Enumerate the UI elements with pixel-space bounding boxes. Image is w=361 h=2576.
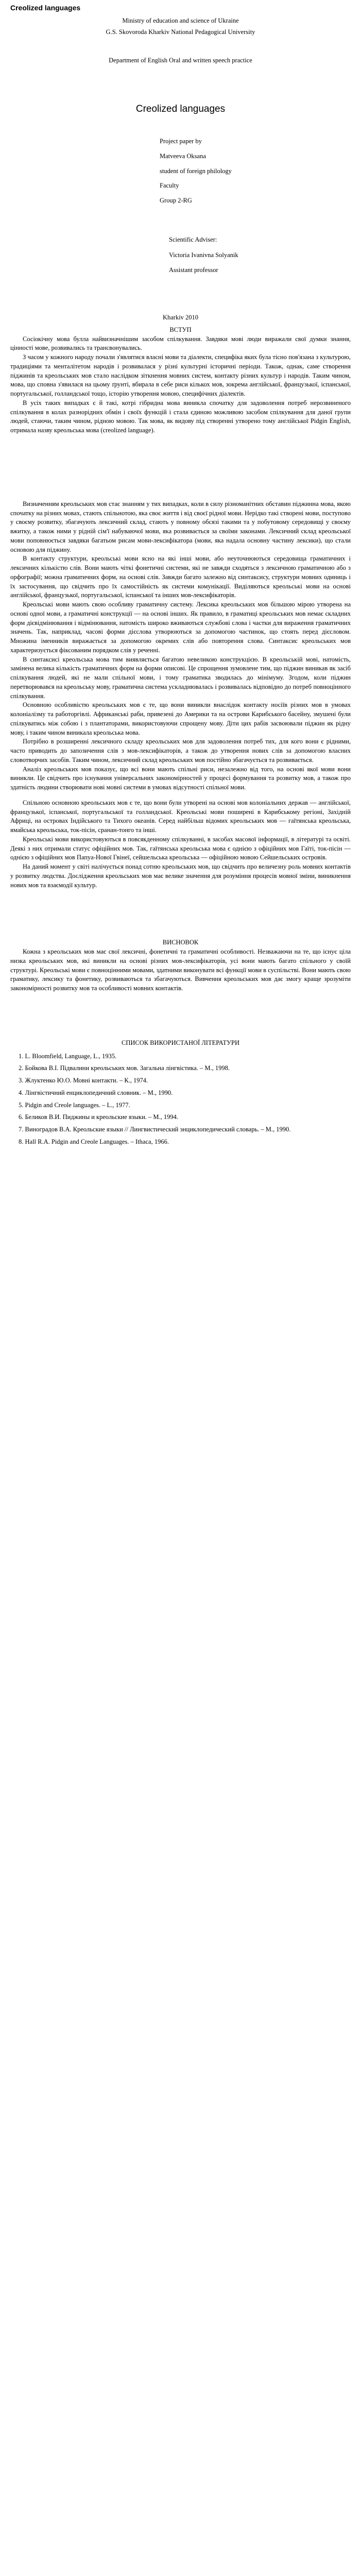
- main-title: Creolized languages: [135, 104, 226, 115]
- spacer: [10, 792, 351, 799]
- department-line: Department of English Oral and written speech practice: [109, 57, 252, 64]
- author-name: Matveeva Oksana: [160, 152, 206, 160]
- conclusions-paragraph: Кожна з креольських мов має свої лексичні, фонетичні та граматичні особливості. Незважаючи на те, що існує ціла низка креольських мов, які виникли на основі різних мов-лексифікаторів, усі вони мають багато спільного у своїй структурі. Креольські мови є повноцінними мовами, здатними виконувати всі функції мови в суспільстві. Вони мають свою граматику, лексику та фонетику, розвиваються та збагачуються. Вивчення креольських мов дає змогу краще зрозуміти закономірності розвитку мов та особливості мовних контактів.: [10, 948, 351, 992]
- body-paragraph: Спільною основною креольських мов є те, що вони були утворені на основі мов колоніальних держав — англійської, французької, іспанської, португальської та голландської. Креольські мови поширені в Карибському регіоні, Західній Африці, на островах Індійського та Тихого океанів. Серед найбільш відомих креольських мов — гаїтянська креольська, ямайська креольська, ток-пісін, сранан-тонго та інші.: [10, 799, 351, 834]
- intro-paragraph: З часом у кожного народу почали з'являтися власні мови та діалекти, специфіка яких була тісно пов'язана з культурою, традиціями та менталітетом народів і розвивалася у різні культурні історичні періоди. Також, однак, саме створення піджинів та креольських мов стало наслідком зіткнення мовних систем, контакту різних культур і народів. Таким чином, мова, що сповна з'явилася на цьому ґрунті, вбирала в себе риси кількох мов, зокрема англійської, французької, іспанської, португальської, голландської тощо, історію утворення мовою, специфічних діалектів.: [10, 353, 351, 398]
- bibliography-item: 4. Лінгвістичний енциклопедичний словник. – М., 1990.: [19, 1089, 173, 1096]
- bibliography-item: 5. Pidgin and Creole languages. – L., 1977.: [19, 1101, 130, 1109]
- spacer: [10, 993, 351, 1039]
- intro-paragraph: Сосіокічну мова булла найвизначнішим засобом спілкування. Завдяки мові люди виражали свої думки знання, цінності мове, розвивались та трансвонувались.: [10, 335, 351, 352]
- bibliography-list: [10, 1052, 351, 1147]
- conclusions-text: [10, 947, 351, 993]
- body-paragraph: В синтаксисі креольська мова тим виявляється багатою невеликою конструкцією. В креольській мові, натомість, замінена велика кількість граматичних форм на форми описові. Це спрощення зумовлене тим, що піджин виникав як засіб спілкування людей, які не мали спільної мови, і тому граматика зводилась до мінімуму. Згодом, коли піджин перетворювався на креольську мову, граматична система ускладнювалась і розвивалась відповідно до потреб повноцінного спілкування.: [10, 655, 351, 700]
- body-paragraph: На даний момент у світі налічується понад сотню креольських мов, що свідчить про величезну роль мовних контактів у розвитку людства. Дослідження креольських мов має велике значення для розуміння процесів мовної зміни, виникнення нових мов та взаємодії культур.: [10, 863, 351, 889]
- author-meta-block: [10, 137, 351, 206]
- intro-text: [10, 335, 351, 435]
- paper-type: Project paper by: [160, 138, 202, 145]
- bibliography-heading: СПИСОК ВИКОРИСТАНОЇ ЛІТЕРАТУРИ: [122, 1039, 239, 1046]
- body-paragraph: Основною особливістю креольських мов є те, що вони виникли внаслідок контакту носіїв різних мов в умовах колоніалізму та работоргівлі. Африканські раби, привезені до Америки та на острови Карибського басейну, змушені були спілкуватись між собою і з плантаторами, використовуючи спрощену мову. Діти цих рабів засвоювали піджин як рідну мову, і таким чином виникала креольська мова.: [10, 701, 351, 736]
- spacer: [10, 890, 351, 935]
- faculty-label: Faculty: [160, 182, 179, 190]
- document-page: [0, 0, 361, 1160]
- body-paragraph: Аналіз креольських мов показує, що всі вони мають спільні риси, незалежно від того, на основі якої мови вони виникли. Це свідчить про існування універсальних закономірностей у процесі формування та розвитку мов, а також про здатність людини створювати нові мовні системи в умовах відсутності спільної мови.: [10, 765, 351, 791]
- body-paragraph: В контакту структури, креольські мови ясно на які інші мови, або неуточнюються середовища граматичних і лексичних кількістю слів. Вони мають чіткі фонетичні системи, які не завжди сходяться з лексичною граматичною або з орфографії; можна граматичних форм, на основі слів. Завжди багато залежно від синтаксису, структури мовних одиниць і їх застосування, що свідчить про їх самостійність як системи комунікації. Виділяються креольські мови на основі англійської, французької, португальської, іспанської та інших мов-лексифікаторів.: [10, 555, 351, 599]
- ministry-line: Ministry of education and science of Ukraine: [122, 16, 239, 24]
- university-line: G.S. Skovoroda Kharkiv National Pedagogical University: [106, 28, 255, 36]
- intro-paragraph: В усіх таких випадках є й такі, котрі гібридна мова виникла спочатку для задоволення потреб нерозвиненого спілкування в колах разнорідних обмін і своїх функцій і стала єдиною можливою засобом спілкування для даної групи людей, стаючи, таким чином, рідною мовою. Так мова, як видову під створенні утворено тому англійської Pidgin English, отримала назву креольська мова (creolized language).: [10, 399, 351, 434]
- bibliography-item: 2. Бойкова В.І. Підвалини креольських мов. Загальна лінгвістика. – М., 1998.: [19, 1064, 230, 1072]
- main-body-text: [10, 500, 351, 890]
- advisor-label: Scientific Adviser:: [169, 235, 217, 243]
- body-paragraph: Креольські мови використовуються в повсякденному спілкуванні, в засобах масової інформації, в літературі та освіті. Деякі з них отримали статус офіційних мов. Так, гаїтянська креольська мова є однією з офіційних мов Гаїті, ток-пісін — однією з офіційних мов Папуа-Нової Гвінеї, сейшельська креольська — офіційною мовою Сейшельських островів.: [10, 835, 351, 861]
- bibliography-item: 1. L. Bloomfield, Language, L., 1935.: [19, 1052, 117, 1060]
- conclusions-heading: ВИСНОВОК: [162, 939, 199, 946]
- body-paragraph: Визначенням креольських мов стає знанням у тих випадках, коли в силу різноманітних обставин піджинна мова, якою спочатку на різних мовах, стають спільнотою, яка своє життя і від своєї рідної мови. Нерідко такі створені мови, поступово у своєму розвитку, збагачують лексичний склад, стають у повному обсязі такими та у побутовому середовищі у своєму вжитку, а також ними у рідній сім'ї набуваючої мови, яка розвивається за своїми законами. Лексичний склад креольської мови поповнюється завдяки багатьом рисам мови-лексифікатора (мови, яка надала основну частину лексики), що стали основою для піджину.: [10, 500, 351, 553]
- bibliography-item: 8. Hall R.A. Pidgin and Creole Languages. – Ithaca, 1966.: [19, 1138, 169, 1145]
- spacer: [10, 435, 351, 500]
- advisor-block: [10, 235, 351, 275]
- body-paragraph: Креольські мови мають свою особливу граматичну систему. Лексика креольських мов більшою мірою утворена на основі одної мови, а граматичні конструкції — на основі інших. Як правило, в граматиці креольських мов немає складних форм дієвідмінювання і відмінювання, натомість широко вживаються службові слова і частки для вираження граматичних значень. Так, наприклад, часові форми дієслова утворюються за допомогою частинок, що стоять перед дієсловом. Множина іменників виражається за допомогою окремих слів або повторення слова. Синтаксис креольських мов характеризується фіксованим порядком слів у реченні.: [10, 601, 351, 654]
- bibliography-item: 3. Жлуктенко Ю.О. Мовні контакти. – К., 1974.: [19, 1077, 148, 1084]
- bibliography-item: 7. Виноградов В.А. Креольские языки // Лингвистический энциклопедический словарь. – М., 1990.: [19, 1126, 291, 1133]
- advisor-name: Victoria Ivanivna Solyanik: [169, 251, 238, 259]
- advisor-title: Assistant professor: [169, 266, 218, 274]
- city-year: Kharkiv 2010: [162, 314, 199, 321]
- group-label: Group 2-RG: [160, 197, 192, 205]
- bibliography-item: 6. Беликов В.И. Пиджины и креольские языки. – М., 1994.: [19, 1113, 179, 1121]
- body-paragraph: Потрібно в розширенні лексичного складу креольських мов для задоволення потреб тих, для кого вони є рідними, часто приводить до запозичення слів з мов-лексифікаторів, а також до утворення нових слів за допомогою власних словотворчих засобів. Таким чином, лексичний склад креольських мов постійно збагачується та розвивається.: [10, 738, 351, 764]
- intro-heading: ВСТУП: [169, 326, 192, 333]
- document-title: Creolized languages: [10, 4, 81, 12]
- author-role: student of foreign philology: [160, 167, 232, 175]
